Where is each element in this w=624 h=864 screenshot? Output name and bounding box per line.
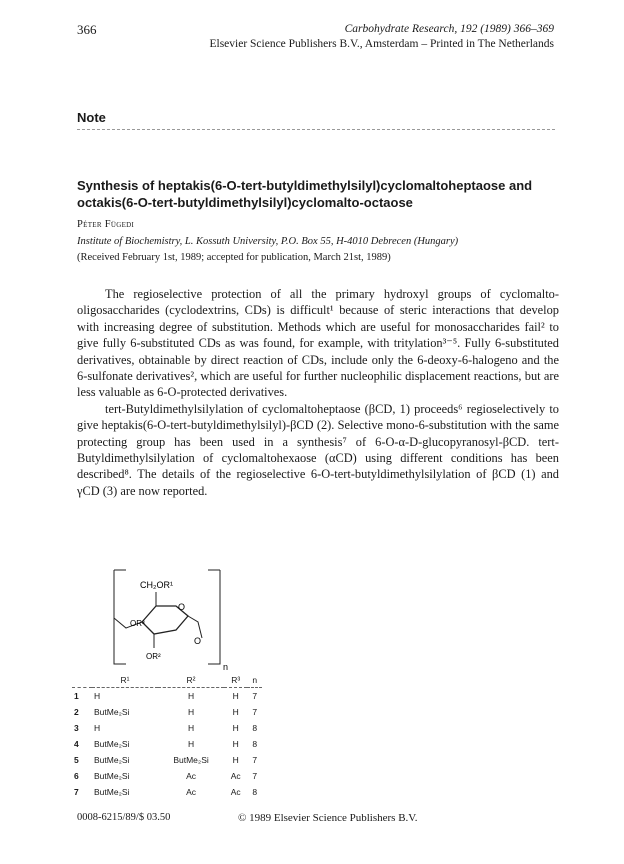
or3-label: OR³	[130, 619, 145, 628]
publisher-line: Elsevier Science Publishers B.V., Amsterdam – Printed in The Netherlands	[209, 38, 554, 50]
r2-cell: H	[187, 707, 195, 717]
compound-number: 2	[74, 707, 79, 717]
table-header-cell	[72, 675, 92, 688]
article-title: Synthesis of heptakis(6-O-tert-butyldimethylsilyl)cyclomaltoheptaose and octakis(6-O-tert-butyldimethylsilyl)cyclomalto-octaose	[77, 178, 533, 210]
table-header-cell: R²	[158, 675, 224, 688]
compound-table	[72, 675, 262, 800]
n-cell: 8	[252, 739, 258, 749]
article-body	[77, 286, 559, 499]
compound-number: 7	[74, 787, 79, 797]
r3-cell: Ac	[230, 787, 241, 797]
r1-cell: H	[94, 691, 101, 701]
author-name: Péter Fügedi	[77, 219, 135, 230]
r3-cell: H	[232, 691, 239, 701]
r3-cell: H	[232, 739, 239, 749]
repeat-n-label: n	[223, 662, 229, 672]
journal-citation: Carbohydrate Research, 192 (1989) 366–369	[344, 23, 554, 35]
table-row	[72, 688, 262, 705]
journal-header	[209, 22, 554, 52]
chemical-structure	[92, 562, 242, 674]
r1-cell: ButMe₂Si	[94, 771, 130, 781]
r2-cell: Ac	[186, 787, 196, 797]
r3-cell: H	[232, 755, 239, 765]
n-cell: 7	[252, 755, 258, 765]
table-row	[72, 704, 262, 720]
table-header-cell: n	[247, 675, 262, 688]
article-code: 0008-6215/89/$ 03.50	[77, 812, 171, 823]
compound-number: 1	[74, 691, 79, 701]
compound-number: 3	[74, 723, 79, 733]
section-label: Note	[77, 110, 106, 125]
body-paragraph-1: The regioselective protection of all the primary hydroxyl groups of cyclomalto-oligosaccharides (cyclodextrins, CDs) is difficult¹ because of steric interactions that develop with increasing degree of substitution. Methods which are useful for monosaccharides fail² to give fully 6-substituted CDs as was found, for example, with tritylation³⁻⁵. Fully 6-substituted derivatives, obtainable by direct reaction of CDs, include only the 6-deoxy-6-halogeno and the 6-sulfonate derivatives², which are useful for further nucleophilic displacement reactions, but are less valuable as 6-O-protected derivatives.	[77, 287, 559, 400]
author-affiliation: Institute of Biochemistry, L. Kossuth University, P.O. Box 55, H-4010 Debrecen (Hungary)	[77, 236, 459, 247]
r3-cell: H	[232, 707, 239, 717]
r3-cell: H	[232, 723, 239, 733]
ring-oxygen: O	[178, 602, 186, 612]
table-row	[72, 768, 262, 784]
n-cell: 7	[252, 771, 258, 781]
n-cell: 8	[252, 723, 258, 733]
r2-cell: Ac	[186, 771, 196, 781]
page-number: 366	[77, 22, 97, 37]
r1-cell: ButMe₂Si	[94, 787, 130, 797]
table-row	[72, 784, 262, 800]
r2-cell: ButMe₂Si	[173, 755, 209, 765]
n-cell: 7	[252, 707, 258, 717]
received-dates: (Received February 1st, 1989; accepted for publication, March 21st, 1989)	[77, 252, 391, 263]
compound-number: 5	[74, 755, 79, 765]
n-cell: 7	[252, 691, 258, 701]
r1-cell: ButMe₂Si	[94, 739, 130, 749]
table-row	[72, 736, 262, 752]
r1-cell: ButMe₂Si	[94, 755, 130, 765]
or2-label: OR²	[146, 652, 161, 661]
r2-cell: H	[187, 723, 195, 733]
r2-cell: H	[187, 691, 195, 701]
r2-cell: H	[187, 739, 195, 749]
table-header-cell: R³	[224, 675, 247, 688]
ch2-label: CH₂OR¹	[140, 580, 173, 590]
table-row	[72, 752, 262, 768]
r1-cell: H	[94, 723, 101, 733]
section-divider	[77, 129, 555, 130]
compound-number: 6	[74, 771, 79, 781]
compound-number: 4	[74, 739, 79, 749]
body-paragraph-2: tert-Butyldimethylsilylation of cyclomaltoheptaose (βCD, 1) proceeds⁶ regioselectively to give heptakis(6-O-tert-butyldimethylsilyl)-βCD (2). Selective mono-6-substitution with the same protecting group has been used in a synthesis⁷ of 6-O-α-D-glucopyranosyl-βCD. tert-Butyldimethylsilylation of cyclomaltohexaose (αCD) using different conditions has been described⁸. The details of the regioselective 6-O-tert-butyldimethylsilylation of βCD (1) and γCD (3) are now reported.	[77, 401, 559, 498]
r3-cell: Ac	[230, 771, 241, 781]
copyright-notice: © 1989 Elsevier Science Publishers B.V.	[238, 812, 418, 824]
table-header-row	[72, 675, 262, 688]
bridge-oxygen: O	[194, 636, 202, 646]
r1-cell: ButMe₂Si	[94, 707, 130, 717]
table-header-cell: R¹	[92, 675, 158, 688]
n-cell: 8	[252, 787, 258, 797]
table-row	[72, 720, 262, 736]
